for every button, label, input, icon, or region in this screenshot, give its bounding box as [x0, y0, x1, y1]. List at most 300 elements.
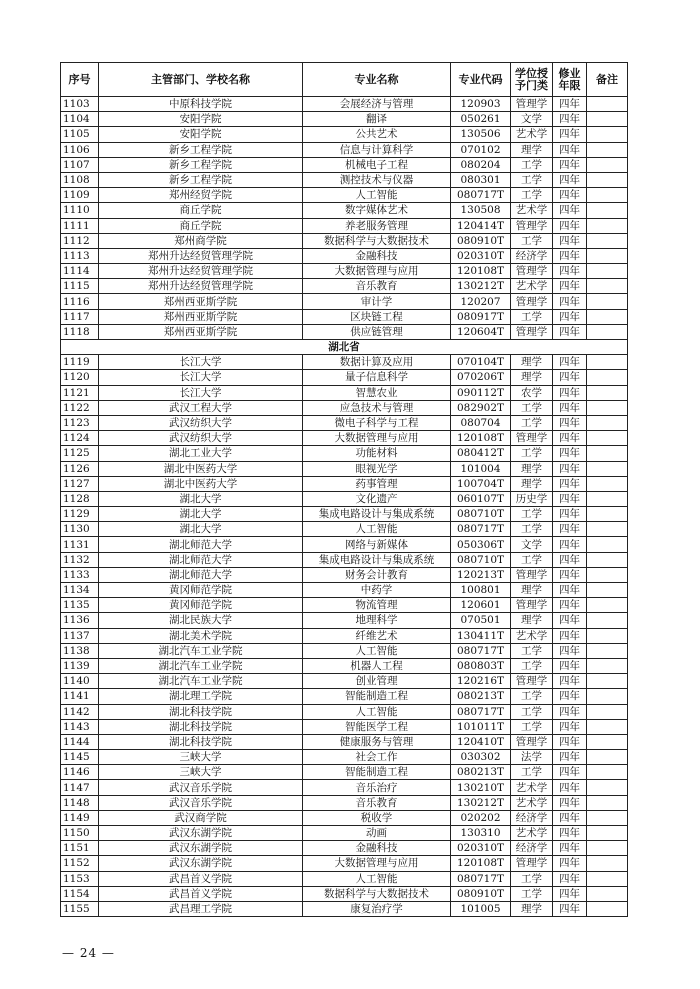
cell-major: 创业管理 — [303, 674, 451, 689]
table-row — [61, 552, 628, 567]
cell-remark — [587, 324, 628, 339]
cell-seq: 1149 — [61, 810, 99, 825]
cell-code: 080910T — [451, 886, 511, 901]
cell-school: 郑州西亚斯学院 — [99, 309, 303, 324]
cell-school: 湖北师范大学 — [99, 552, 303, 567]
cell-code: 080204 — [451, 157, 511, 172]
cell-school: 武汉东湖学院 — [99, 856, 303, 871]
cell-degree: 艺术学 — [511, 795, 553, 810]
table-row — [61, 491, 628, 506]
cell-seq: 1132 — [61, 552, 99, 567]
cell-code: 130212T — [451, 279, 511, 294]
cell-major: 大数据管理与应用 — [303, 856, 451, 871]
cell-seq: 1155 — [61, 901, 99, 916]
cell-seq: 1120 — [61, 370, 99, 385]
cell-code: 120207 — [451, 294, 511, 309]
cell-major: 智慧农业 — [303, 385, 451, 400]
table-row — [61, 598, 628, 613]
table-row — [61, 901, 628, 916]
cell-seq: 1144 — [61, 734, 99, 749]
cell-remark — [587, 719, 628, 734]
cell-seq: 1150 — [61, 826, 99, 841]
cell-degree: 文学 — [511, 112, 553, 127]
cell-code: 080910T — [451, 233, 511, 248]
cell-code: 120604T — [451, 324, 511, 339]
header-seq: 序号 — [61, 63, 99, 97]
table-row — [61, 522, 628, 537]
cell-years: 四年 — [553, 613, 587, 628]
cell-major: 人工智能 — [303, 643, 451, 658]
table-row — [61, 810, 628, 825]
cell-degree: 理学 — [511, 355, 553, 370]
cell-seq: 1124 — [61, 431, 99, 446]
header-school: 主管部门、学校名称 — [99, 63, 303, 97]
cell-major: 动画 — [303, 826, 451, 841]
cell-seq: 1138 — [61, 643, 99, 658]
cell-years: 四年 — [553, 446, 587, 461]
cell-remark — [587, 567, 628, 582]
cell-degree: 理学 — [511, 142, 553, 157]
cell-major: 音乐教育 — [303, 279, 451, 294]
cell-major: 集成电路设计与集成系统 — [303, 552, 451, 567]
cell-seq: 1106 — [61, 142, 99, 157]
header-code: 专业代码 — [451, 63, 511, 97]
table-row — [61, 674, 628, 689]
cell-major: 机器人工程 — [303, 658, 451, 673]
table-row — [61, 871, 628, 886]
cell-years: 四年 — [553, 324, 587, 339]
table-row — [61, 734, 628, 749]
section-row — [61, 340, 628, 355]
table-row — [61, 446, 628, 461]
cell-code: 120414T — [451, 218, 511, 233]
table-row — [61, 97, 628, 112]
cell-degree: 工学 — [511, 507, 553, 522]
cell-major: 智能医学工程 — [303, 719, 451, 734]
cell-seq: 1140 — [61, 674, 99, 689]
header-row — [61, 63, 628, 97]
cell-degree: 法学 — [511, 750, 553, 765]
table-row — [61, 370, 628, 385]
cell-seq: 1147 — [61, 780, 99, 795]
cell-degree: 艺术学 — [511, 826, 553, 841]
cell-years: 四年 — [553, 841, 587, 856]
cell-degree: 文学 — [511, 537, 553, 552]
cell-code: 060107T — [451, 491, 511, 506]
majors-table — [60, 62, 628, 917]
cell-degree: 工学 — [511, 157, 553, 172]
table-row — [61, 142, 628, 157]
cell-degree: 管理学 — [511, 431, 553, 446]
cell-seq: 1137 — [61, 628, 99, 643]
header-degree-line2: 予门类 — [515, 78, 548, 92]
cell-degree: 艺术学 — [511, 203, 553, 218]
table-row — [61, 689, 628, 704]
cell-school: 武汉音乐学院 — [99, 780, 303, 795]
cell-major: 文化遗产 — [303, 491, 451, 506]
cell-seq: 1104 — [61, 112, 99, 127]
cell-seq: 1123 — [61, 415, 99, 430]
cell-degree: 管理学 — [511, 264, 553, 279]
cell-major: 智能制造工程 — [303, 689, 451, 704]
cell-school: 武汉纺织大学 — [99, 415, 303, 430]
cell-seq: 1105 — [61, 127, 99, 142]
cell-degree: 理学 — [511, 370, 553, 385]
cell-school: 湖北美术学院 — [99, 628, 303, 643]
table-row — [61, 537, 628, 552]
cell-major: 区块链工程 — [303, 309, 451, 324]
cell-code: 020202 — [451, 810, 511, 825]
cell-code: 090112T — [451, 385, 511, 400]
table-row — [61, 461, 628, 476]
table-row — [61, 826, 628, 841]
cell-code: 080213T — [451, 689, 511, 704]
cell-major: 纤维艺术 — [303, 628, 451, 643]
cell-school: 武汉商学院 — [99, 810, 303, 825]
cell-remark — [587, 643, 628, 658]
page-number: — 24 — — [62, 946, 115, 960]
cell-major: 人工智能 — [303, 522, 451, 537]
cell-code: 080412T — [451, 446, 511, 461]
cell-degree: 艺术学 — [511, 628, 553, 643]
cell-seq: 1129 — [61, 507, 99, 522]
cell-seq: 1115 — [61, 279, 99, 294]
cell-years: 四年 — [553, 294, 587, 309]
cell-years: 四年 — [553, 765, 587, 780]
cell-remark — [587, 97, 628, 112]
cell-degree: 理学 — [511, 461, 553, 476]
table-row — [61, 841, 628, 856]
table-row — [61, 233, 628, 248]
cell-code: 120108T — [451, 431, 511, 446]
table-row — [61, 613, 628, 628]
cell-degree: 管理学 — [511, 97, 553, 112]
cell-remark — [587, 188, 628, 203]
cell-seq: 1130 — [61, 522, 99, 537]
cell-code: 080710T — [451, 507, 511, 522]
cell-seq: 1103 — [61, 97, 99, 112]
cell-school: 郑州升达经贸管理学院 — [99, 248, 303, 263]
cell-degree: 工学 — [511, 643, 553, 658]
cell-major: 养老服务管理 — [303, 218, 451, 233]
cell-major: 金融科技 — [303, 841, 451, 856]
cell-remark — [587, 841, 628, 856]
header-years-line2: 年限 — [558, 78, 581, 92]
cell-major: 供应链管理 — [303, 324, 451, 339]
cell-major: 人工智能 — [303, 871, 451, 886]
cell-degree: 艺术学 — [511, 780, 553, 795]
cell-degree: 工学 — [511, 765, 553, 780]
cell-years: 四年 — [553, 309, 587, 324]
table-row — [61, 248, 628, 263]
table-row — [61, 886, 628, 901]
cell-school: 湖北师范大学 — [99, 567, 303, 582]
table-row — [61, 309, 628, 324]
cell-school: 湖北科技学院 — [99, 734, 303, 749]
cell-school: 商丘学院 — [99, 203, 303, 218]
table-row — [61, 415, 628, 430]
cell-seq: 1121 — [61, 385, 99, 400]
cell-degree: 管理学 — [511, 294, 553, 309]
cell-code: 050306T — [451, 537, 511, 552]
cell-degree: 工学 — [511, 522, 553, 537]
cell-remark — [587, 355, 628, 370]
cell-school: 湖北民族大学 — [99, 613, 303, 628]
cell-major: 智能制造工程 — [303, 765, 451, 780]
header-degree — [511, 63, 553, 97]
cell-major: 人工智能 — [303, 188, 451, 203]
cell-seq: 1116 — [61, 294, 99, 309]
cell-years: 四年 — [553, 127, 587, 142]
table-row — [61, 780, 628, 795]
cell-seq: 1122 — [61, 400, 99, 415]
cell-seq: 1141 — [61, 689, 99, 704]
cell-code: 080803T — [451, 658, 511, 673]
table-row — [61, 264, 628, 279]
cell-years: 四年 — [553, 901, 587, 916]
table-row — [61, 294, 628, 309]
header-years — [553, 63, 587, 97]
cell-school: 三峡大学 — [99, 750, 303, 765]
cell-seq: 1142 — [61, 704, 99, 719]
cell-years: 四年 — [553, 856, 587, 871]
cell-years: 四年 — [553, 188, 587, 203]
cell-years: 四年 — [553, 355, 587, 370]
cell-major: 财务会计教育 — [303, 567, 451, 582]
cell-degree: 理学 — [511, 476, 553, 491]
cell-major: 网络与新媒体 — [303, 537, 451, 552]
cell-remark — [587, 385, 628, 400]
cell-school: 新乡工程学院 — [99, 142, 303, 157]
cell-remark — [587, 901, 628, 916]
cell-remark — [587, 871, 628, 886]
cell-years: 四年 — [553, 264, 587, 279]
cell-remark — [587, 886, 628, 901]
cell-seq: 1148 — [61, 795, 99, 810]
cell-code: 080301 — [451, 172, 511, 187]
cell-years: 四年 — [553, 583, 587, 598]
cell-school: 湖北汽车工业学院 — [99, 643, 303, 658]
cell-code: 080717T — [451, 704, 511, 719]
cell-major: 量子信息科学 — [303, 370, 451, 385]
cell-degree: 农学 — [511, 385, 553, 400]
cell-degree: 工学 — [511, 871, 553, 886]
cell-years: 四年 — [553, 522, 587, 537]
cell-school: 武汉工程大学 — [99, 400, 303, 415]
cell-code: 101004 — [451, 461, 511, 476]
cell-remark — [587, 765, 628, 780]
cell-seq: 1127 — [61, 476, 99, 491]
table-row — [61, 157, 628, 172]
cell-school: 湖北大学 — [99, 507, 303, 522]
cell-years: 四年 — [553, 400, 587, 415]
cell-degree: 工学 — [511, 446, 553, 461]
cell-degree: 管理学 — [511, 598, 553, 613]
cell-school: 新乡工程学院 — [99, 157, 303, 172]
cell-remark — [587, 750, 628, 765]
cell-code: 030302 — [451, 750, 511, 765]
cell-school: 三峡大学 — [99, 765, 303, 780]
table-row — [61, 172, 628, 187]
cell-major: 集成电路设计与集成系统 — [303, 507, 451, 522]
cell-major: 健康服务与管理 — [303, 734, 451, 749]
cell-seq: 1131 — [61, 537, 99, 552]
cell-remark — [587, 142, 628, 157]
cell-remark — [587, 309, 628, 324]
cell-school: 武昌首义学院 — [99, 886, 303, 901]
cell-degree: 艺术学 — [511, 279, 553, 294]
cell-seq: 1112 — [61, 233, 99, 248]
table-row — [61, 719, 628, 734]
cell-major: 物流管理 — [303, 598, 451, 613]
header-degree-line1: 学位授 — [515, 66, 548, 80]
cell-remark — [587, 674, 628, 689]
cell-major: 数字媒体艺术 — [303, 203, 451, 218]
cell-code: 080717T — [451, 188, 511, 203]
cell-seq: 1153 — [61, 871, 99, 886]
cell-remark — [587, 734, 628, 749]
cell-major: 数据科学与大数据技术 — [303, 886, 451, 901]
table-row — [61, 507, 628, 522]
cell-seq: 1151 — [61, 841, 99, 856]
cell-code: 080917T — [451, 309, 511, 324]
cell-years: 四年 — [553, 112, 587, 127]
cell-degree: 管理学 — [511, 567, 553, 582]
table-row — [61, 431, 628, 446]
cell-seq: 1136 — [61, 613, 99, 628]
cell-seq: 1108 — [61, 172, 99, 187]
cell-years: 四年 — [553, 142, 587, 157]
cell-school: 湖北科技学院 — [99, 704, 303, 719]
cell-remark — [587, 203, 628, 218]
cell-code: 130212T — [451, 795, 511, 810]
cell-years: 四年 — [553, 370, 587, 385]
cell-years: 四年 — [553, 689, 587, 704]
table-row — [61, 324, 628, 339]
cell-degree: 理学 — [511, 613, 553, 628]
cell-school: 湖北中医药大学 — [99, 476, 303, 491]
cell-remark — [587, 583, 628, 598]
cell-code: 080717T — [451, 522, 511, 537]
cell-years: 四年 — [553, 218, 587, 233]
table-row — [61, 704, 628, 719]
cell-years: 四年 — [553, 415, 587, 430]
cell-school: 黄冈师范学院 — [99, 583, 303, 598]
cell-remark — [587, 658, 628, 673]
cell-major: 中药学 — [303, 583, 451, 598]
cell-degree: 艺术学 — [511, 127, 553, 142]
table-row — [61, 355, 628, 370]
cell-degree: 管理学 — [511, 218, 553, 233]
cell-years: 四年 — [553, 871, 587, 886]
table-row — [61, 400, 628, 415]
cell-code: 101011T — [451, 719, 511, 734]
cell-seq: 1152 — [61, 856, 99, 871]
cell-degree: 管理学 — [511, 674, 553, 689]
table-row — [61, 218, 628, 233]
cell-school: 武汉东湖学院 — [99, 841, 303, 856]
cell-years: 四年 — [553, 810, 587, 825]
cell-remark — [587, 370, 628, 385]
cell-remark — [587, 613, 628, 628]
cell-remark — [587, 704, 628, 719]
table-row — [61, 112, 628, 127]
cell-school: 安阳学院 — [99, 127, 303, 142]
table-row — [61, 795, 628, 810]
cell-school: 郑州经贸学院 — [99, 188, 303, 203]
cell-code: 130310 — [451, 826, 511, 841]
table-row — [61, 476, 628, 491]
cell-seq: 1134 — [61, 583, 99, 598]
cell-remark — [587, 491, 628, 506]
cell-code: 120903 — [451, 97, 511, 112]
cell-school: 郑州西亚斯学院 — [99, 324, 303, 339]
cell-remark — [587, 264, 628, 279]
cell-code: 082902T — [451, 400, 511, 415]
cell-major: 公共艺术 — [303, 127, 451, 142]
cell-remark — [587, 294, 628, 309]
cell-years: 四年 — [553, 628, 587, 643]
cell-degree: 经济学 — [511, 248, 553, 263]
cell-remark — [587, 780, 628, 795]
table-row — [61, 127, 628, 142]
cell-remark — [587, 795, 628, 810]
cell-degree: 工学 — [511, 172, 553, 187]
cell-major: 税收学 — [303, 810, 451, 825]
cell-years: 四年 — [553, 279, 587, 294]
cell-code: 130506 — [451, 127, 511, 142]
cell-years: 四年 — [553, 598, 587, 613]
cell-code: 120601 — [451, 598, 511, 613]
cell-seq: 1114 — [61, 264, 99, 279]
cell-code: 120108T — [451, 264, 511, 279]
cell-code: 080704 — [451, 415, 511, 430]
cell-remark — [587, 689, 628, 704]
cell-major: 社会工作 — [303, 750, 451, 765]
cell-school: 商丘学院 — [99, 218, 303, 233]
cell-degree: 工学 — [511, 719, 553, 734]
cell-degree: 经济学 — [511, 810, 553, 825]
cell-code: 020310T — [451, 248, 511, 263]
cell-major: 翻译 — [303, 112, 451, 127]
cell-major: 功能材料 — [303, 446, 451, 461]
cell-years: 四年 — [553, 552, 587, 567]
cell-code: 130210T — [451, 780, 511, 795]
cell-years: 四年 — [553, 795, 587, 810]
table-row — [61, 628, 628, 643]
cell-degree: 工学 — [511, 689, 553, 704]
cell-code: 070206T — [451, 370, 511, 385]
cell-degree: 管理学 — [511, 324, 553, 339]
cell-major: 应急技术与管理 — [303, 400, 451, 415]
cell-seq: 1109 — [61, 188, 99, 203]
cell-major: 数据科学与大数据技术 — [303, 233, 451, 248]
cell-degree: 工学 — [511, 658, 553, 673]
cell-years: 四年 — [553, 704, 587, 719]
cell-years: 四年 — [553, 385, 587, 400]
cell-school: 长江大学 — [99, 355, 303, 370]
cell-remark — [587, 127, 628, 142]
cell-major: 人工智能 — [303, 704, 451, 719]
cell-major: 审计学 — [303, 294, 451, 309]
cell-seq: 1135 — [61, 598, 99, 613]
cell-degree: 理学 — [511, 901, 553, 916]
cell-remark — [587, 218, 628, 233]
cell-code: 070102 — [451, 142, 511, 157]
table-body — [61, 97, 628, 917]
cell-school: 湖北汽车工业学院 — [99, 674, 303, 689]
table-row — [61, 750, 628, 765]
